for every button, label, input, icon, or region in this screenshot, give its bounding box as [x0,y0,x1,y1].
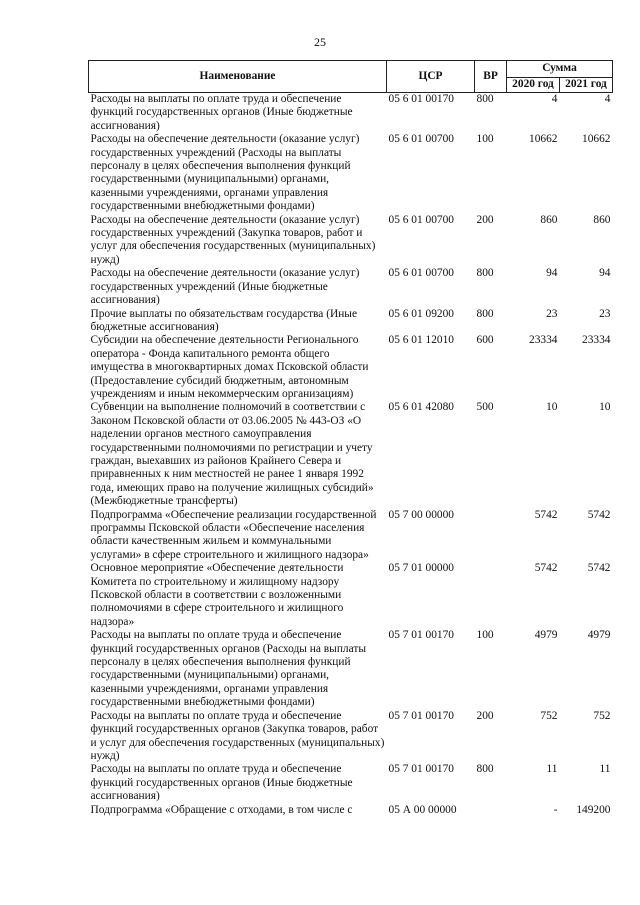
header-name: Наименование [89,61,387,93]
row-sum-2020: 94 [546,267,558,280]
row-sum-2021: 10662 [582,133,611,146]
row-name: Субвенции на выполнение полномочий в соответствии с Законом Псковской области от 03.06.2005 № 443-ОЗ «О наделении органов местного самоуправления государственными полномочиями по регистрации и учету граждан, выехавших из районов Крайнего Севера и приравненных к ним местностей не ранее 1 января 1992 года, имеющих право на получение жилищных субсидий» (Межбюджетные трансферты) [90,401,374,508]
row-name: Подпрограмма «Обеспечение реализации государственной программы Псковской области «Обеспечение населения области качественным жильем и коммунальными услугами» в сфере строительного и жилищного надзора» [90,508,377,561]
table-row [89,334,613,401]
row-vr: 100 [476,133,494,146]
row-sum-2021: 23 [599,307,611,320]
header-sum: Сумма [507,61,613,78]
row-sum-2020: 860 [540,213,558,226]
row-name: Расходы на выплаты по оплате труда и обеспечение функций государственных органов (Иные бюджетные ассигнования) [90,763,353,803]
row-name: Основное мероприятие «Обеспечение деятельности Комитета по строительному и жилищному надзору Псковской области в соответствии с возложенными полномочиями в сфере строительного и жилищного надзора» [90,562,344,628]
row-name: Подпрограмма «Обращение с отходами, в том числе с [90,803,353,816]
table-row [89,133,613,213]
row-name: Расходы на обеспечение деятельности (оказание услуг) государственных учреждений (Расходы на выплаты персоналу в целях обеспечения выполнения функций государственными (муниципальными) органами, казенными учреждениями, органами управления государственными внебюджетными фондами) [90,133,360,213]
row-sum-2021: 10 [599,401,611,414]
row-vr: 200 [476,213,494,226]
row-csr: 05 7 01 00170 [388,709,454,722]
row-csr: 05 А 00 00000 [388,803,457,816]
table-row [89,267,613,307]
table-row [89,804,613,817]
row-name: Расходы на обеспечение деятельности (оказание услуг) государственных учреждений (Закупка товаров, работ и услуг для обеспечения государственных (муниципальных) нужд) [90,213,376,266]
row-sum-2020: 4979 [534,629,558,642]
table-row [89,401,613,508]
row-csr: 05 6 01 09200 [388,307,454,320]
row-sum-2021: 752 [593,709,611,722]
row-csr: 05 7 01 00170 [388,763,454,776]
row-vr [475,804,507,817]
budget-table [88,60,613,817]
row-sum-2020: 23 [546,307,558,320]
row-sum-2021: 23334 [582,334,611,347]
row-vr: 800 [476,763,494,776]
header-year-2020: 2020 год [507,78,560,93]
row-csr: 05 6 01 00700 [388,133,454,146]
row-vr: 800 [476,93,494,105]
row-csr: 05 6 01 42080 [388,401,454,414]
row-sum-2020: 5742 [534,562,558,575]
row-csr: 05 6 01 00170 [388,93,454,105]
row-sum-2021: 5742 [587,562,611,575]
row-sum-2020: 10662 [529,133,558,146]
row-sum-2020: 5742 [534,508,558,521]
row-sum-2020: - [553,803,558,816]
row-vr: 100 [476,629,494,642]
row-sum-2020: 752 [540,709,558,722]
row-name: Расходы на выплаты по оплате труда и обеспечение функций государственных органов (Закупка товаров, работ и услуг для обеспечения государственных (муниципальных) нужд) [90,709,385,762]
table-row [89,214,613,268]
row-csr: 05 6 01 00700 [388,213,454,226]
row-sum-2020: 11 [546,763,558,776]
row-sum-2021: 4 [604,93,611,105]
table-row [89,509,613,563]
header-csr: ЦСР [387,61,475,93]
table-row [89,93,613,134]
row-name: Прочие выплаты по обязательствам государства (Иные бюджетные ассигнования) [90,307,358,333]
table-row [89,763,613,803]
row-name: Расходы на выплаты по оплате труда и обеспечение функций государственных органов (Расходы на выплаты персоналу в целях обеспечения выполнения функций государственными (муниципальными) органами, казенными учреждениями, органами управления государственными внебюджетными фондами) [90,629,366,709]
row-csr: 05 7 01 00000 [388,562,454,575]
table-row [89,629,613,709]
row-vr: 600 [476,334,494,347]
row-sum-2021: 860 [593,213,611,226]
row-sum-2021: 94 [599,267,611,280]
table-row [89,308,613,335]
row-vr: 800 [476,307,494,320]
row-sum-2020: 4 [551,93,558,105]
row-vr: 200 [476,709,494,722]
row-sum-2021: 149200 [576,803,611,816]
table-row [89,710,613,764]
row-sum-2020: 23334 [529,334,558,347]
row-name: Расходы на выплаты по оплате труда и обеспечение функций государственных органов (Иные бюджетные ассигнования) [90,93,353,132]
header-vr: ВР [475,61,507,93]
row-name: Субсидии на обеспечение деятельности Регионального оператора - Фонда капитального ремонта общего имущества в многоквартирных домах Псковской области (Предоставление субсидий бюджетным, автономным учреждениям и иным некоммерческим организациям) [90,334,369,400]
row-sum-2021: 4979 [587,629,611,642]
row-csr: 05 6 01 00700 [388,267,454,280]
table-row [89,562,613,629]
row-csr: 05 6 01 12010 [388,334,454,347]
row-vr [475,509,507,563]
row-sum-2021: 11 [599,763,611,776]
row-sum-2021: 5742 [587,508,611,521]
header-year-2021: 2021 год [560,78,613,93]
row-vr [475,562,507,629]
page-number: 25 [314,35,326,49]
row-vr: 800 [476,267,494,280]
row-csr: 05 7 00 00000 [388,508,454,521]
row-sum-2020: 10 [546,401,558,414]
row-name: Расходы на обеспечение деятельности (оказание услуг) государственных учреждений (Иные бюджетные ассигнования) [90,267,360,307]
row-vr: 500 [476,401,494,414]
row-csr: 05 7 01 00170 [388,629,454,642]
